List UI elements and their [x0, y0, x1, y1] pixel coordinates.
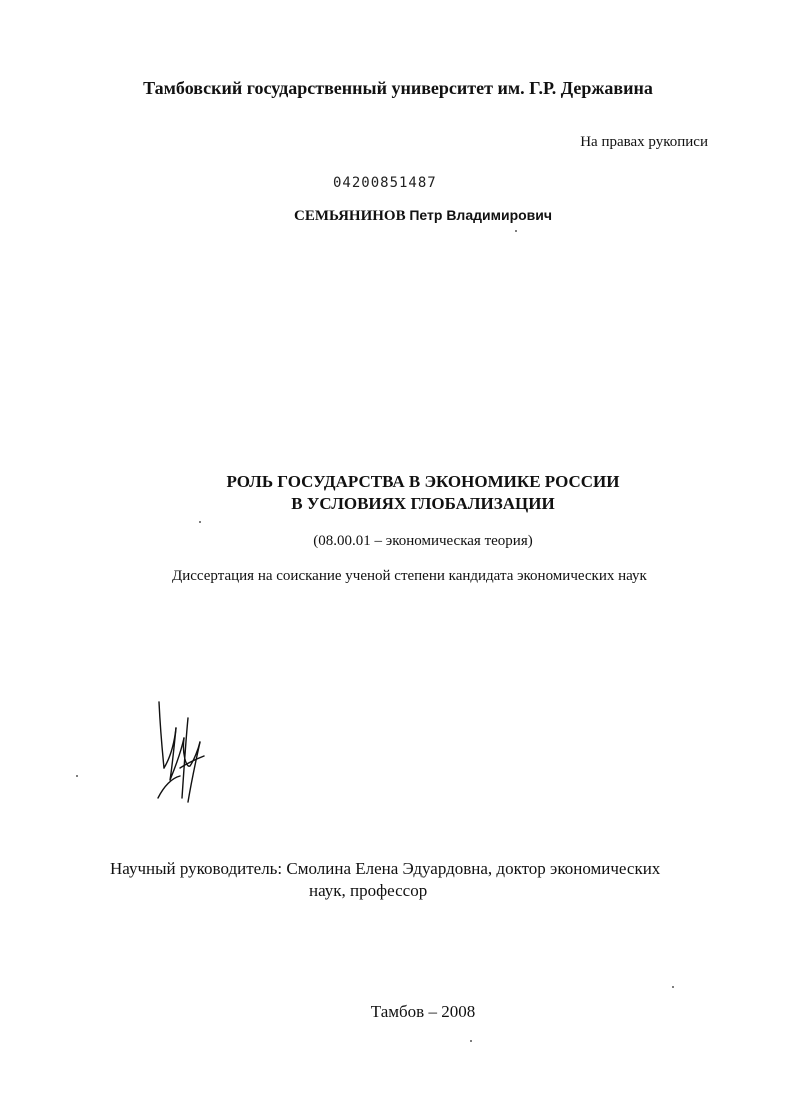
scan-speck: [76, 775, 78, 777]
author-name: [0, 207, 796, 225]
rights-note: На правах рукописи: [580, 134, 708, 150]
author-surname: СЕМЬЯНИНОВ: [293, 208, 406, 224]
title-line-1: РОЛЬ ГОСУДАРСТВА В ЭКОНОМИКЕ РОССИИ: [226, 472, 620, 491]
handwritten-signature: [150, 698, 210, 808]
supervisor-line-1: Научный руководитель: Смолина Елена Эдуардовна, доктор экономических: [110, 859, 661, 878]
university-name: Тамбовский государственный университет им. Г.Р. Державина: [143, 78, 653, 98]
scan-speck: [515, 230, 517, 232]
scan-speck: [470, 1040, 472, 1042]
title-line-2: В УСЛОВИЯХ ГЛОБАЛИЗАЦИИ: [291, 494, 555, 513]
supervisor-line-2: наук, профессор: [309, 881, 428, 900]
scan-speck: [199, 521, 201, 523]
author-given-names: Петр Владимирович: [409, 207, 553, 223]
city-year: Тамбов – 2008: [370, 1002, 476, 1021]
document-number: 04200851487: [333, 175, 437, 191]
scan-speck: [672, 986, 674, 988]
specialty-code: (08.00.01 – экономическая теория): [313, 533, 533, 549]
dissertation-note: Диссертация на соискание ученой степени кандидата экономических наук: [172, 568, 647, 584]
